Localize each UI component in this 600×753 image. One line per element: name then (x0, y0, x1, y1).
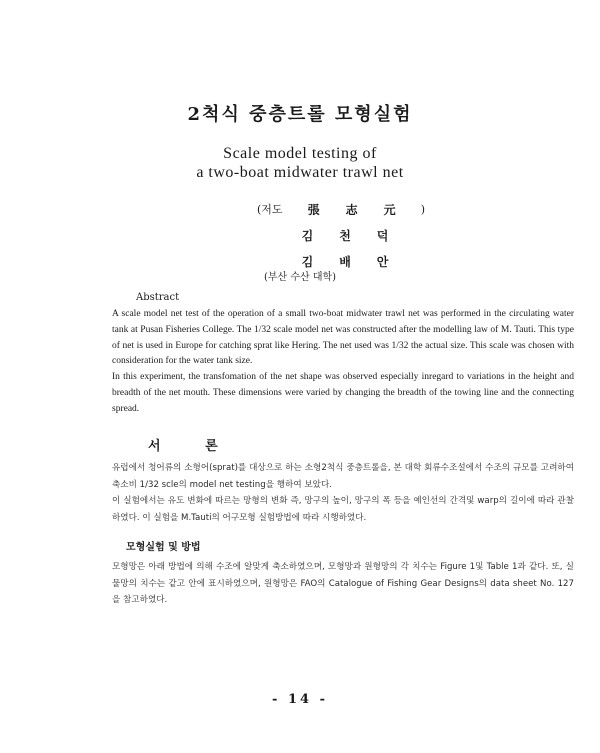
introduction-paragraph-1: 유럽에서 청어류의 소형어(sprat)를 대상으로 하는 소형2척식 중층트롤을, 본 대학 회류수조설에서 수조의 규모를 고려하여 축소비 1/32 scle의 model net testing을 행하여 보았다. (112, 463, 574, 490)
english-title (0, 144, 600, 182)
page-number: - 14 - (272, 692, 328, 707)
affiliation: (부산 수산 대학) (263, 272, 337, 283)
methods-paragraph-1: 모형망은 아래 방법에 의해 수조에 알맞게 축소하였으며, 모형망과 원형망의 각 치수는 Figure 1및 Table 1과 같다. 또, 실물망의 치수는 같고 안에 표시하였으며, 원형망은 FAO의 Catalogue of Fishing Gear Designs의 data sheet No. 127을 참고하였다. (112, 562, 574, 605)
author-prefix: (저도 (257, 203, 283, 216)
section-introduction-heading: 서 론 (148, 439, 238, 454)
author-row-1 (257, 196, 425, 222)
section-methods-heading: 모형실험 및 방법 (126, 542, 201, 553)
author-1-char: 張 (307, 202, 320, 217)
korean-title: 2척식 중층트롤 모형실험 (187, 104, 413, 125)
introduction-paragraph-2: 이 실험에서는 유도 변화에 따르는 망형의 변화 즉, 망구의 높이, 망구의 폭 등을 예인선의 간격및 warp의 길이에 따라 관찰하였다. 이 실험을 M.Tauti의 어구모형 실험방법에 따라 시행하였다. (112, 496, 574, 523)
author-name-3 (265, 253, 425, 270)
english-title-line2: a two-boat midwater trawl net (196, 164, 404, 181)
section-methods-body (112, 559, 574, 609)
author-2-char: 김 (301, 228, 314, 243)
author-3-char: 안 (376, 254, 389, 269)
abstract-paragraph-2: In this experiment, the transfomation of the net shape was observed especially inregard to variations in the height and breadth of the net mouth. These dimensions were varied by changing the breadth of the towing line and the connecting spread. (112, 372, 574, 414)
author-name-1 (283, 201, 421, 218)
author-2-char: 천 (339, 228, 351, 243)
author-2-char: 덕 (376, 228, 389, 243)
author-suffix: ) (420, 202, 425, 216)
abstract-paragraph-1: A scale model net test of the operation of a small two-boat midwater trawl net was performed in the circulating water tank at Pusan Fisheries College. The 1/32 scale model net was constructed after the modelling law of M. Tauti. This type of net is used in Europe for catching sprat like Hering. The net used was 1/32 the actual size. This scale was chosen with consideration for the water tank size. (112, 309, 574, 367)
author-3-char: 배 (339, 254, 351, 269)
section-introduction-body (112, 460, 574, 526)
abstract-body (112, 307, 574, 418)
abstract-heading: Abstract (136, 292, 180, 303)
author-block (257, 196, 425, 274)
author-name-2 (265, 227, 425, 244)
author-1-char: 元 (383, 202, 396, 217)
author-1-char: 志 (345, 202, 358, 217)
author-3-char: 김 (301, 254, 314, 269)
author-row-2 (265, 222, 425, 248)
english-title-line1: Scale model testing of (223, 145, 377, 162)
